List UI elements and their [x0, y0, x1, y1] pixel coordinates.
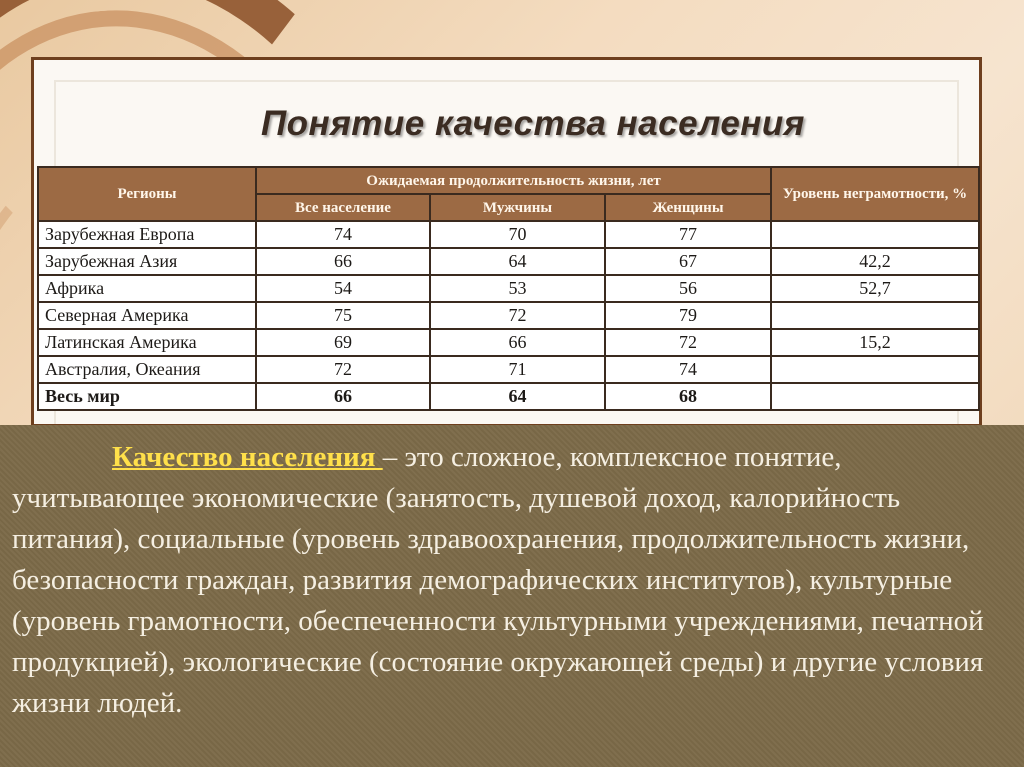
slide-title: Понятие качества населения	[261, 104, 805, 143]
all-cell: 66	[256, 383, 430, 410]
table-total-row	[38, 383, 979, 410]
all-cell: 66	[256, 248, 430, 275]
women-cell: 74	[605, 356, 771, 383]
men-cell: 70	[430, 221, 605, 248]
region-cell: Северная Америка	[38, 302, 256, 329]
illiteracy-cell	[771, 383, 979, 410]
region-cell: Африка	[38, 275, 256, 302]
all-cell: 54	[256, 275, 430, 302]
illiteracy-cell	[771, 356, 979, 383]
men-cell: 72	[430, 302, 605, 329]
region-cell: Весь мир	[38, 383, 256, 410]
definition-term: Качество населения	[112, 441, 383, 473]
table-row	[38, 221, 979, 248]
definition-paragraph	[12, 437, 1012, 724]
header-regions: Регионы	[38, 167, 256, 221]
women-cell: 77	[605, 221, 771, 248]
table-row	[38, 302, 979, 329]
men-cell: 53	[430, 275, 605, 302]
illiteracy-cell: 42,2	[771, 248, 979, 275]
definition-box	[0, 425, 1024, 767]
region-cell: Зарубежная Азия	[38, 248, 256, 275]
region-cell: Латинская Америка	[38, 329, 256, 356]
header-men: Мужчины	[430, 194, 605, 221]
header-life-expectancy: Ожидаемая продолжительность жизни, лет	[256, 167, 771, 194]
table-row	[38, 356, 979, 383]
men-cell: 64	[430, 248, 605, 275]
illiteracy-cell: 15,2	[771, 329, 979, 356]
men-cell: 71	[430, 356, 605, 383]
all-cell: 74	[256, 221, 430, 248]
illiteracy-cell: 52,7	[771, 275, 979, 302]
definition-body: – это сложное, комплексное понятие, учитывающее экономические (занятость, душевой доход, калорийность питания), социальные (уровень здравоохранения, продолжительность жизни, безопасности граждан, развития демографических институтов), культурные (уровень грамотности, обеспеченности культурными учреждениями, печатной продукцией), экологические (состояние окружающей среды) и другие условия жизни людей.	[12, 441, 984, 719]
header-illiteracy: Уровень неграмотности, %	[771, 167, 979, 221]
region-cell: Австралия, Океания	[38, 356, 256, 383]
illiteracy-cell	[771, 221, 979, 248]
all-cell: 69	[256, 329, 430, 356]
table-row	[38, 329, 979, 356]
table-row	[38, 275, 979, 302]
women-cell: 72	[605, 329, 771, 356]
all-cell: 75	[256, 302, 430, 329]
table-row	[38, 248, 979, 275]
header-all-population: Все население	[256, 194, 430, 221]
all-cell: 72	[256, 356, 430, 383]
illiteracy-cell	[771, 302, 979, 329]
men-cell: 66	[430, 329, 605, 356]
region-cell: Зарубежная Европа	[38, 221, 256, 248]
men-cell: 64	[430, 383, 605, 410]
women-cell: 56	[605, 275, 771, 302]
women-cell: 68	[605, 383, 771, 410]
header-women: Женщины	[605, 194, 771, 221]
women-cell: 67	[605, 248, 771, 275]
population-table	[37, 166, 980, 411]
women-cell: 79	[605, 302, 771, 329]
